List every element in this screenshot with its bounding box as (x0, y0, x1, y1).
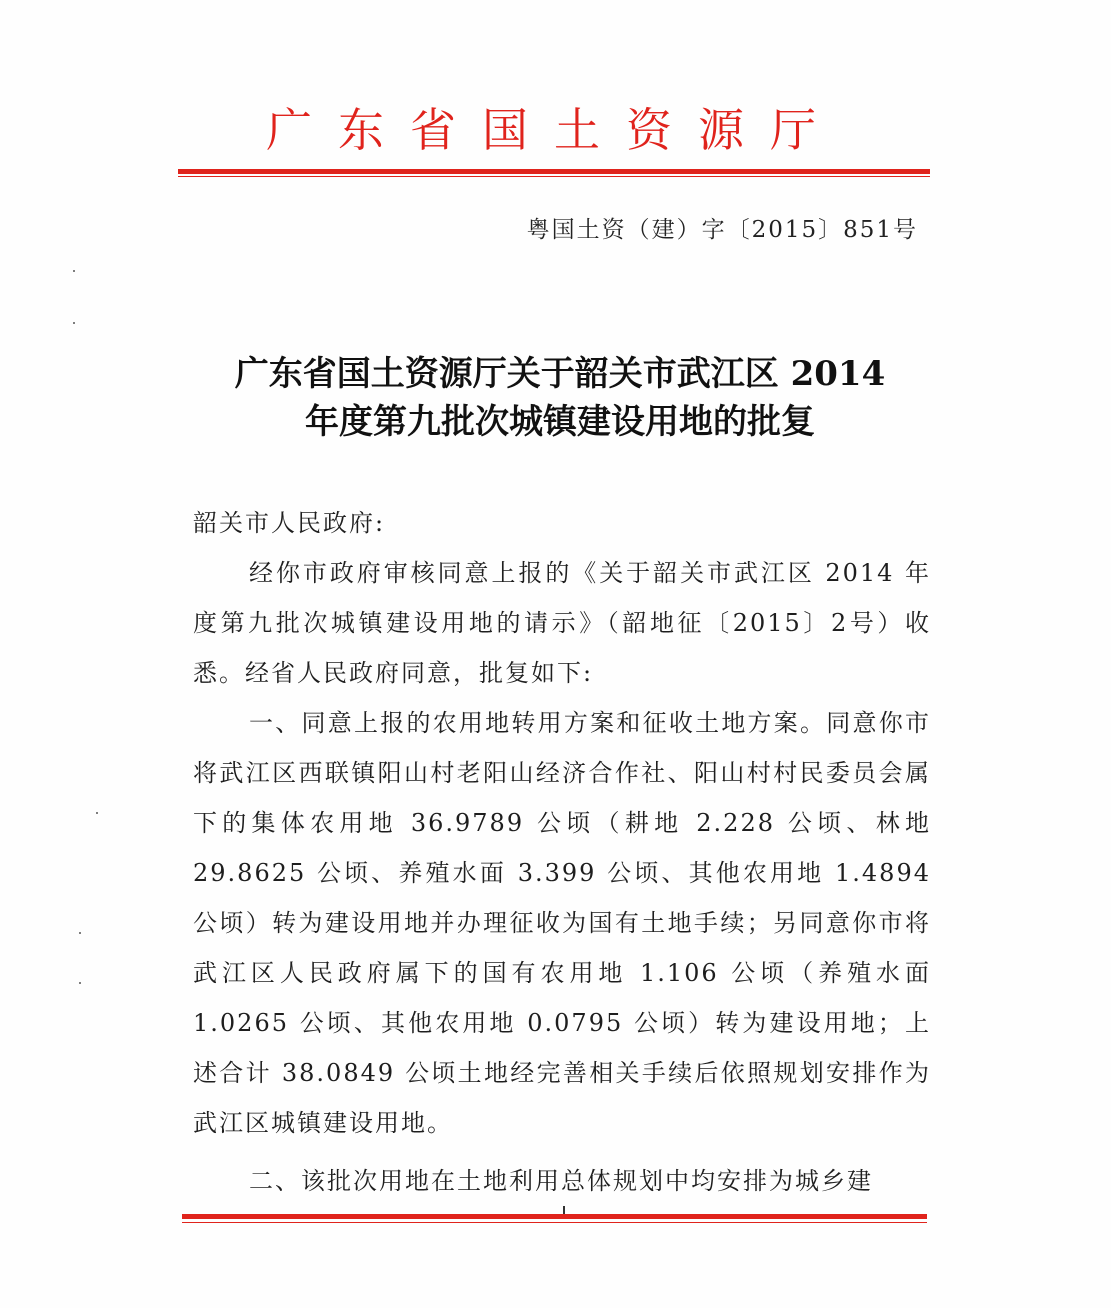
scan-speck (73, 322, 75, 324)
letterhead-red-rule-thin (178, 176, 930, 177)
title-line-1: 广东省国土资源厅关于韶关市武江区 2014 (234, 354, 886, 394)
addressee: 韶关市人民政府: (193, 509, 386, 537)
scan-speck (79, 982, 81, 984)
page-number-mark (563, 1206, 565, 1214)
title-line-2: 年度第九批次城镇建设用地的批复 (305, 402, 815, 442)
document-body (193, 498, 931, 1206)
paragraph-one: 一、同意上报的农用地转用方案和征收土地方案。同意你市将武江区西联镇阳山村老阳山经济合作社、阳山村村民委员会属下的集体农用地 36.9789 公顷（耕地 2.228 公顷、林地 29.8625 公顷、养殖水面 3.399 公顷、其他农用地 1.4894 公顷）转为建设用地并办理征收为国有土地手续；另同意你市将武江区人民政府属下的国有农用地 1.106 公顷（养殖水面 1.0265 公顷、其他农用地 0.0795 公顷）转为建设用地；上述合计 38.0849 公顷土地经完善相关手续后依照规划安排作为武江区城镇建设用地。 (193, 709, 931, 1137)
paragraph-two: 二、该批次用地在土地利用总体规划中均安排为城乡建 (249, 1167, 873, 1195)
footer-red-rule-thin (182, 1222, 927, 1223)
letterhead-org-name: 广东省国土资源厅 (266, 103, 842, 157)
document-title (190, 350, 930, 446)
paragraph-intro: 经你市政府审核同意上报的《关于韶关市武江区 2014 年度第九批次城镇建设用地的请示》（韶地征〔2015〕2号）收悉。经省人民政府同意，批复如下: (193, 559, 931, 687)
footer-red-rule-thick (182, 1214, 927, 1219)
scan-speck (73, 270, 75, 272)
scan-speck (79, 932, 81, 934)
document-number: 粤国土资（建）字〔2015〕851号 (526, 217, 918, 243)
scan-speck (96, 812, 98, 814)
letterhead-red-rule-thick (178, 169, 930, 174)
